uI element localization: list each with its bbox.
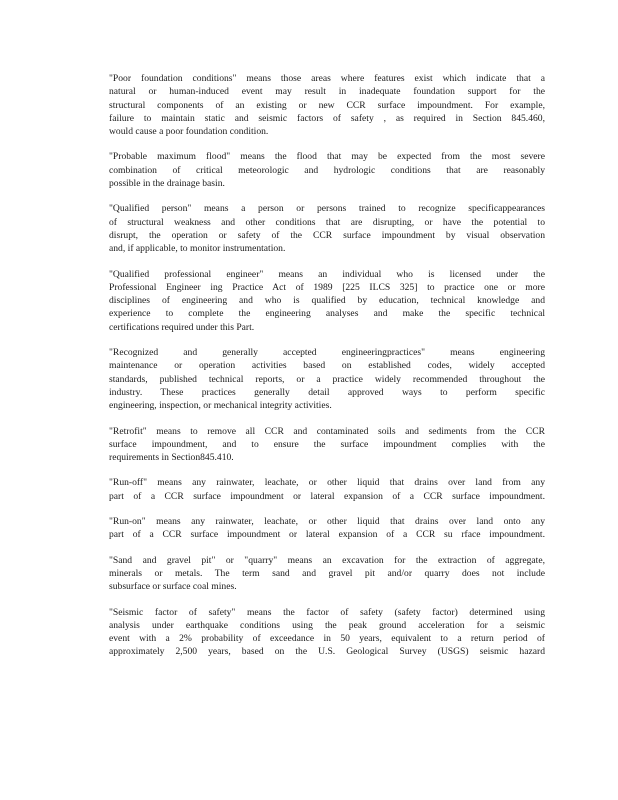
definition-line: "Run-off" means any rainwater, leachate, or other liquid that drains over land from any (109, 477, 545, 489)
definition-line: requirements in Section845.410. (109, 452, 234, 464)
definition-line: would cause a poor foundation condition. (109, 126, 269, 138)
definition-line: standards, published technical reports, or a practice widely recommended throughout the (109, 373, 545, 385)
definition-line: disciplines of engineering and who is qualified by education, technical knowledge and (109, 295, 545, 307)
definition-run-off (109, 476, 545, 503)
definition-line: and, if applicable, to monitor instrumentation. (109, 243, 286, 255)
definition-line: engineering, inspection, or mechanical integrity activities. (109, 400, 332, 412)
definition-line: natural or human-induced event may result in inadequate foundation support for the (109, 86, 545, 98)
definition-line: of structural weakness and other conditions that are disrupting, or have the potential to (109, 216, 545, 228)
definition-line: part of a CCR surface impoundment or lateral expansion of a CCR su rface impoundment. (109, 529, 545, 541)
definition-line: disrupt, the operation or safety of the CCR surface impoundment by visual observation (109, 229, 545, 241)
definition-line: surface impoundment, and to ensure the surface impoundment complies with the (109, 438, 545, 450)
definition-line: failure to maintain static and seismic factors of safety , as required in Section 845.460, (109, 112, 545, 124)
definition-retrofit (109, 425, 545, 465)
definition-line: "Recognized and generally accepted engineeringpractices" means engineering (109, 347, 545, 359)
definition-qualified-professional-engineer (109, 268, 545, 334)
definition-line: industry. These practices generally detail approved ways to perform specific (109, 386, 545, 398)
definition-sand-and-gravel-pit (109, 554, 545, 594)
definition-line: combination of critical meteorologic and hydrologic conditions that are reasonably (109, 164, 545, 176)
definition-line: "Qualified professional engineer" means an individual who is licensed under the (109, 268, 545, 280)
definition-line: "Sand and gravel pit" or "quarry" means an excavation for the extraction of aggregate, (109, 554, 545, 566)
definition-poor-foundation-conditions (109, 72, 545, 138)
definitions-list (109, 72, 545, 671)
definition-line: "Probable maximum flood" means the flood that may be expected from the most severe (109, 151, 545, 163)
definition-line: "Run-on" means any rainwater, leachate, or other liquid that drains over land onto any (109, 516, 545, 528)
definition-line: Professional Engineer ing Practice Act of 1989 [225 ILCS 325] to practice one or more (109, 281, 545, 293)
definition-line: "Qualified person" means a person or persons trained to recognize specificappearances (109, 203, 545, 215)
definition-line: possible in the drainage basin. (109, 178, 225, 190)
definition-line: structural components of an existing or new CCR surface impoundment. For example, (109, 99, 545, 111)
definition-recognized-engineering-practices (109, 346, 545, 412)
definition-line: "Poor foundation conditions" means those areas where features exist which indicate that a (109, 73, 545, 84)
definition-line: minerals or metals. The term sand and gravel pit and/or quarry does not include (109, 567, 545, 579)
definition-run-on (109, 515, 545, 542)
definition-qualified-person (109, 202, 545, 255)
definition-line: certifications required under this Part. (109, 321, 255, 333)
definition-line: event with a 2% probability of exceedance in 50 years, equivalent to a return period of (109, 633, 545, 645)
definition-line: maintenance or operation activities based on established codes, widely accepted (109, 360, 545, 372)
definition-line: experience to complete the engineering analyses and make the specific technical (109, 308, 545, 320)
definition-seismic-factor-of-safety (109, 606, 545, 659)
definition-line: "Seismic factor of safety" means the factor of safety (safety factor) determined using (109, 606, 545, 618)
definition-line: part of a CCR surface impoundment or lateral expansion of a CCR surface impoundment. (109, 490, 545, 502)
definition-line: approximately 2,500 years, based on the U.S. Geological Survey (USGS) seismic hazard (109, 646, 545, 658)
definition-line: subsurface or surface coal mines. (109, 581, 237, 593)
definition-line: analysis under earthquake conditions using the peak ground acceleration for a seismic (109, 619, 545, 631)
definition-probable-maximum-flood (109, 150, 545, 190)
definition-line: "Retrofit" means to remove all CCR and contaminated soils and sediments from the CCR (109, 425, 545, 437)
